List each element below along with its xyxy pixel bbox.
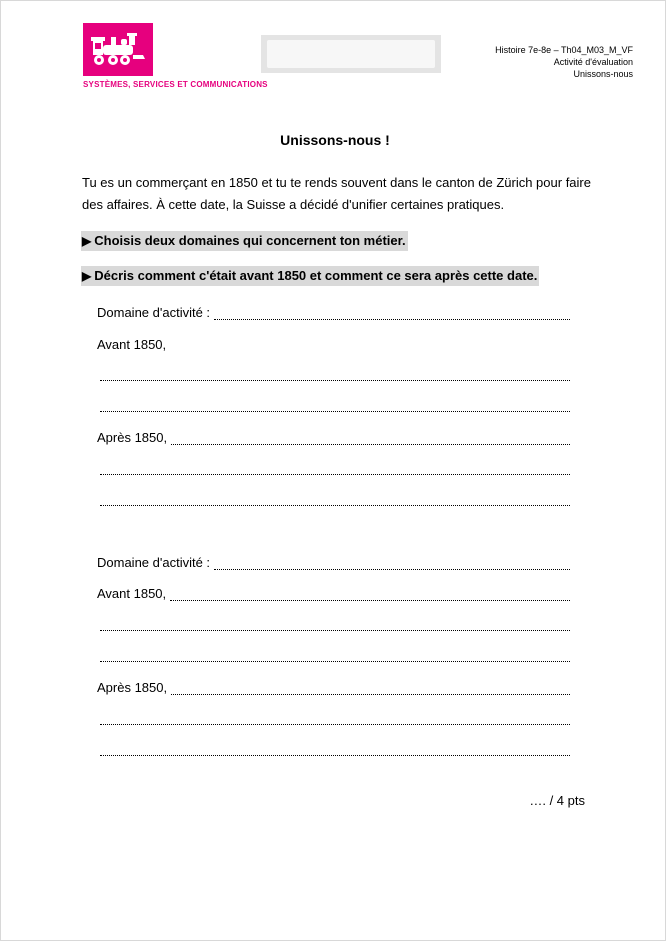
- score-points: …. / 4 pts: [529, 793, 585, 808]
- avant-1-line-2[interactable]: [100, 396, 570, 412]
- domaine-label: Domaine d'activité :: [97, 555, 211, 570]
- apres-2-line-1[interactable]: [100, 709, 570, 725]
- avant-label: Avant 1850,: [97, 586, 167, 601]
- instruction-text: Décris comment c'était avant 1850 et comment ce sera après cette date.: [94, 268, 538, 283]
- avant-1-line-1[interactable]: [100, 365, 570, 381]
- document-meta: [495, 44, 633, 80]
- document-code: Histoire 7e-8e – Th04_M03_M_VF: [495, 45, 633, 55]
- domaine-label: Domaine d'activité :: [97, 305, 211, 320]
- locomotive-icon: [89, 29, 147, 69]
- arrow-right-icon: ▶: [82, 269, 92, 283]
- redacted-stamp: [261, 35, 441, 73]
- apres-label: Après 1850,: [97, 430, 168, 445]
- avant-1-label-row: [97, 336, 570, 352]
- train-logo: [83, 23, 153, 76]
- instruction-text: Choisis deux domaines qui concernent ton métier.: [94, 233, 406, 248]
- apres-2-line-2[interactable]: [100, 740, 570, 756]
- domaine-1-field[interactable]: [97, 304, 570, 320]
- arrow-right-icon: ▶: [82, 234, 92, 248]
- avant-2-line-1[interactable]: [100, 615, 570, 631]
- instruction-1: [81, 231, 408, 251]
- apres-1-field[interactable]: [97, 429, 570, 445]
- document-subtitle: Unissons-nous: [573, 69, 633, 79]
- avant-2-field[interactable]: [97, 585, 570, 601]
- instruction-2: [81, 266, 539, 286]
- activity-type: Activité d'évaluation: [553, 57, 633, 67]
- intro-paragraph: Tu es un commerçant en 1850 et tu te rends souvent dans le canton de Zürich pour faire des affaires. À cette date, la Suisse a décidé d'unifier certaines pratiques.: [82, 175, 591, 212]
- apres-1-line-2[interactable]: [100, 490, 570, 506]
- apres-1-line-1[interactable]: [100, 459, 570, 475]
- apres-2-field[interactable]: [97, 679, 570, 695]
- page-title: Unissons-nous !: [280, 132, 390, 148]
- domaine-2-field[interactable]: [97, 554, 570, 570]
- avant-2-line-2[interactable]: [100, 646, 570, 662]
- logo-caption: SYSTÈMES, SERVICES ET COMMUNICATIONS: [83, 80, 268, 89]
- apres-label: Après 1850,: [97, 680, 168, 695]
- avant-label: Avant 1850,: [97, 337, 167, 352]
